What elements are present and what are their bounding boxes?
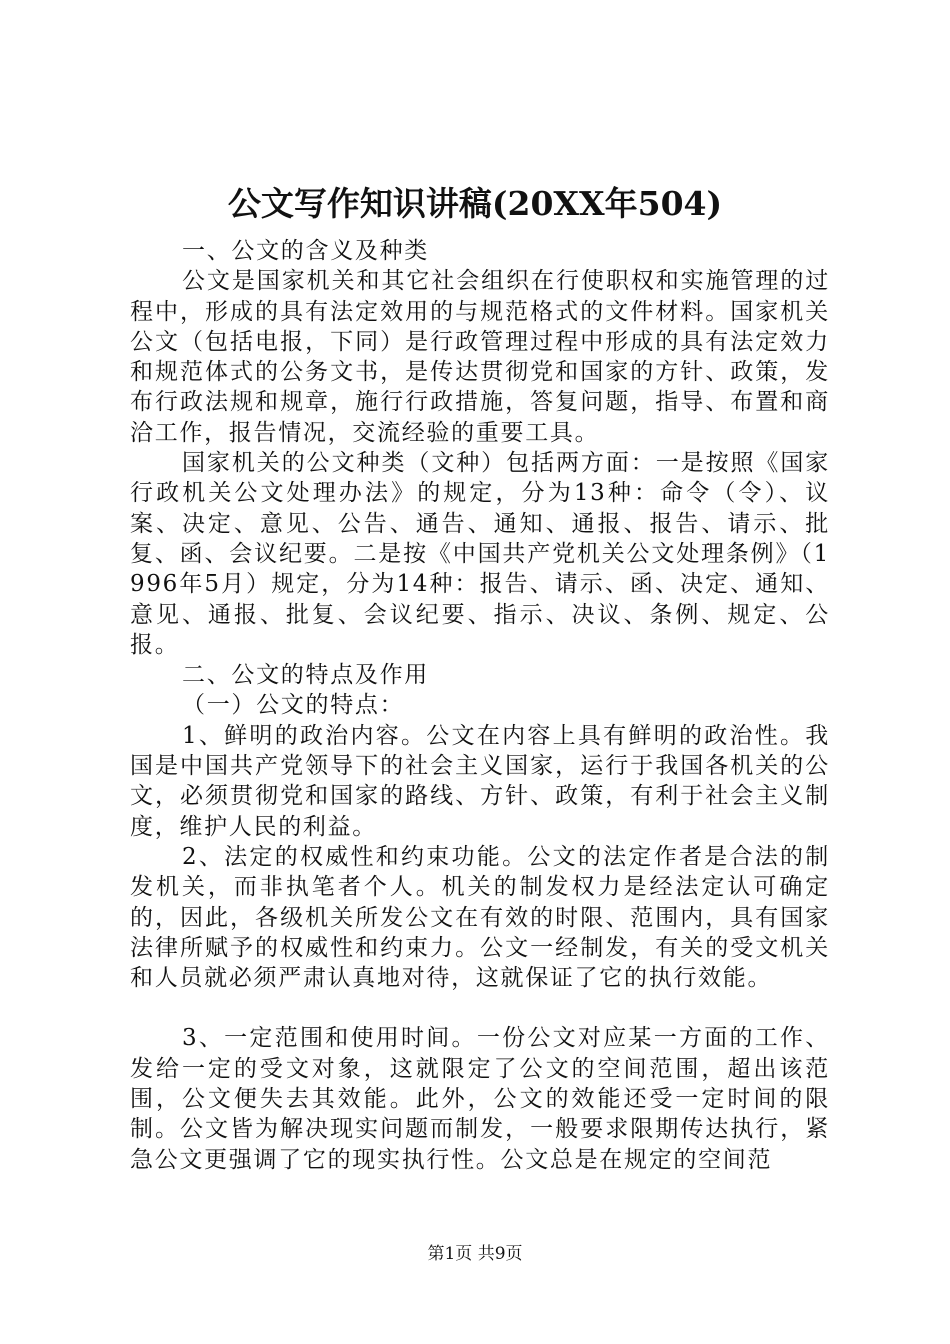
document-title: 公文写作知识讲稿(20XX年504) [227, 184, 723, 223]
subsection-heading-1: （一）公文的特点： [182, 692, 405, 719]
paragraph-feature-1: 1、鲜明的政治内容。公文在内容上具有鲜明的政治性。我国是中国共产党领导下的社会主义国家，运行于我国各机关的公文，必须贯彻党和国家的路线、方针、政策，有利于社会主义制度，维护人民的利益。 [130, 722, 830, 840]
section-heading-1: 一、公文的含义及种类 [182, 238, 429, 264]
section-heading-2: 二、公文的特点及作用 [182, 662, 429, 689]
document-body [130, 236, 830, 1175]
paragraph-definition: 公文是国家机关和其它社会组织在行使职权和实施管理的过程中，形成的具有法定效用的与规范格式的文件材料。国家机关公文（包括电报，下同）是行政管理过程中形成的具有法定效力和规范体式的公务文书，是传达贯彻党和国家的方针、政策，发布行政法规和规章，施行行政措施，答复问题，指导、布置和商洽工作，报告情况，交流经验的重要工具。 [130, 268, 830, 446]
page-footer: 第1页 共9页 [427, 1244, 523, 1264]
paragraph-feature-3: 3、一定范围和使用时间。一份公文对应某一方面的工作、发给一定的受文对象，这就限定了公文的空间范围，超出该范围，公文便失去其效能。此外，公文的效能还受一定时间的限制。公文皆为解决现实问题而制发，一般要求限期传达执行，紧急公文更强调了它的现实执行性。公文总是在规定的空间范 [130, 1025, 830, 1173]
paragraph-types: 国家机关的公文种类（文种）包括两方面：一是按照《国家行政机关公文处理办法》的规定，分为13种：命令（令）、议案、决定、意见、公告、通告、通知、通报、报告、请示、批复、函、会议纪要。二是按《中国共产党机关公文处理条例》（1996年5月）规定，分为14种：报告、请示、函、决定、通知、意见、通报、批复、会议纪要、指示、决议、条例、规定、公报。 [130, 450, 830, 658]
paragraph-feature-2: 2、法定的权威性和约束功能。公文的法定作者是合法的制发机关，而非执笔者个人。机关的制发权力是经法定认可确定的，因此，各级机关所发公文在有效的时限、范围内，具有国家法律所赋予的权威性和约束力。公文一经制发，有关的受文机关和人员就必须严肃认真地对待，这就保证了它的执行效能。 [130, 843, 830, 992]
